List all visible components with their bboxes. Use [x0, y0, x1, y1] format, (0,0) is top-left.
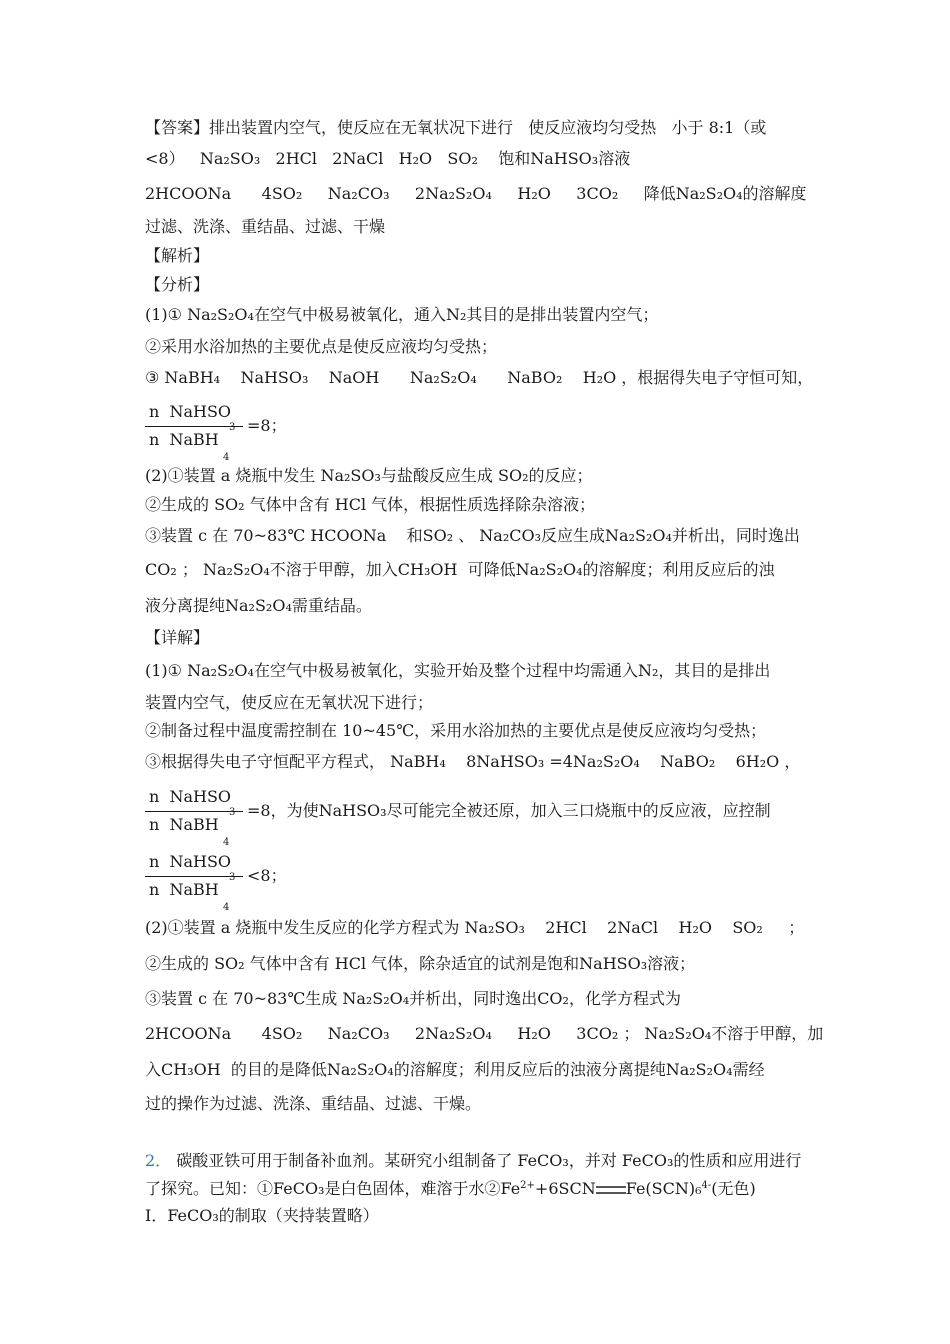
- fraction-numerator: n NaHSO: [149, 402, 232, 421]
- fraction-denominator: n NaBH: [149, 815, 219, 834]
- question-2-line-1: 2． 碳酸亚铁可用于制备补血剂。某研究小组制备了 FeCO₃，并对 FeCO₃的性质和应用进行: [145, 1151, 802, 1170]
- detail-line-10: 过的操作为过滤、洗涤、重结晶、过滤、干燥。: [145, 1094, 482, 1113]
- fraction-denominator: n NaBH: [149, 880, 219, 899]
- heading-fenxi: 【分析】: [145, 275, 210, 294]
- answer-line-3: 2HCOONa 4SO₂ Na₂CO₃ 2Na₂S₂O₄ H₂O 3CO₂ 降低Na₂S₂O₄的溶解度: [145, 184, 807, 203]
- detail-line-7: ③装置 c 在 70~83℃生成 Na₂S₂O₄并析出，同时逸出CO₂，化学方程式为: [145, 989, 681, 1008]
- fraction-subscript: 3: [229, 807, 236, 818]
- detail-line-8: 2HCOONa 4SO₂ Na₂CO₃ 2Na₂S₂O₄ H₂O 3CO₂ ； Na₂S₂O₄不溶于甲醇，加: [145, 1024, 824, 1043]
- detail-line-6: ②生成的 SO₂ 气体中含有 HCl 气体，除杂适宜的试剂是饱和NaHSO₃溶液；: [145, 954, 696, 973]
- fraction-subscript: 4: [223, 837, 230, 848]
- fraction-result: =8，为使NaHSO₃尽可能完全被还原，加入三口烧瓶中的反应液，应控制: [247, 801, 771, 820]
- heading-xiangjie: 【详解】: [145, 628, 210, 647]
- heading-jiexi: 【解析】: [145, 246, 210, 265]
- analysis-line-1: (1)① Na₂S₂O₄在空气中极易被氧化，通入N₂其目的是排出装置内空气；: [145, 305, 659, 324]
- detail-line-9: 入CH₃OH 的目的是降低Na₂S₂O₄的溶解度；利用反应后的浊液分离提纯Na₂S₂O₄需经: [145, 1060, 765, 1079]
- analysis-line-3: ③ NaBH₄ NaHSO₃ NaOH Na₂S₂O₄ NaBO₂ H₂O ，根据得失电子守恒可知，: [145, 368, 814, 387]
- analysis-line-4: (2)①装置 a 烧瓶中发生 Na₂SO₃与盐酸反应生成 SO₂的反应；: [145, 466, 593, 485]
- fraction-subscript: 3: [229, 872, 236, 883]
- fraction-result: <8；: [247, 866, 287, 885]
- fraction-result: =8；: [247, 416, 287, 435]
- fraction-subscript: 4: [223, 902, 230, 913]
- detail-line-5: (2)①装置 a 烧瓶中发生反应的化学方程式为 Na₂SO₃ 2HCl 2NaCl H₂O SO₂ ；: [145, 918, 805, 937]
- question-number: 2．: [145, 1151, 172, 1170]
- analysis-line-2: ②采用水浴加热的主要优点是使反应液均匀受热；: [145, 337, 498, 356]
- question-2-line-3: Ⅰ．FeCO₃的制取（夹持装置略）: [145, 1206, 379, 1225]
- detail-line-4: ③根据得失电子守恒配平方程式， NaBH₄ 8NaHSO₃ =4Na₂S₂O₄ NaBO₂ 6H₂O ，: [145, 752, 801, 771]
- detail-line-1: (1)① Na₂S₂O₄在空气中极易被氧化，实验开始及整个过程中均需通入N₂，其目的是排出: [145, 661, 771, 680]
- analysis-line-6: ③装置 c 在 70~83℃ HCOONa 和SO₂ 、 Na₂CO₃反应生成Na₂S₂O₄并析出，同时逸出: [145, 526, 800, 545]
- answer-line-1: 【答案】排出装置内空气，使反应在无氧状况下进行 使反应液均匀受热 小于 8:1（或: [145, 118, 767, 137]
- question-2-line-2: 了探究。已知：①FeCO₃是白色固体，难溶于水$②Fe^{2+}+6SCN$ Fe(SCN)₆$^{4-}$(无色): [145, 1179, 756, 1198]
- equilibrium-arrow-icon: [596, 1186, 626, 1194]
- fraction-numerator: n NaHSO: [149, 787, 232, 806]
- analysis-line-7: CO₂ ； Na₂S₂O₄不溶于甲醇，加入CH₃OH 可降低Na₂S₂O₄的溶解度；利用反应后的浊: [145, 560, 775, 579]
- analysis-line-5: ②生成的 SO₂ 气体中含有 HCl 气体，根据性质选择除杂溶液；: [145, 495, 596, 514]
- detail-line-3: ②制备过程中温度需控制在 10~45℃，采用水浴加热的主要优点是使反应液均匀受热；: [145, 721, 767, 740]
- fraction-numerator: n NaHSO: [149, 852, 232, 871]
- fraction-subscript: 3: [229, 422, 236, 433]
- detail-line-2: 装置内空气，使反应在无氧状况下进行；: [145, 693, 434, 712]
- answer-line-2: <8） Na₂SO₃ 2HCl 2NaCl H₂O SO₂ 饱和NaHSO₃溶液: [145, 149, 631, 168]
- fraction-denominator: n NaBH: [149, 430, 219, 449]
- answer-line-4: 过滤、洗涤、重结晶、过滤、干燥: [145, 217, 386, 236]
- fraction-subscript: 4: [223, 452, 230, 463]
- analysis-line-8: 液分离提纯Na₂S₂O₄需重结晶。: [145, 596, 372, 615]
